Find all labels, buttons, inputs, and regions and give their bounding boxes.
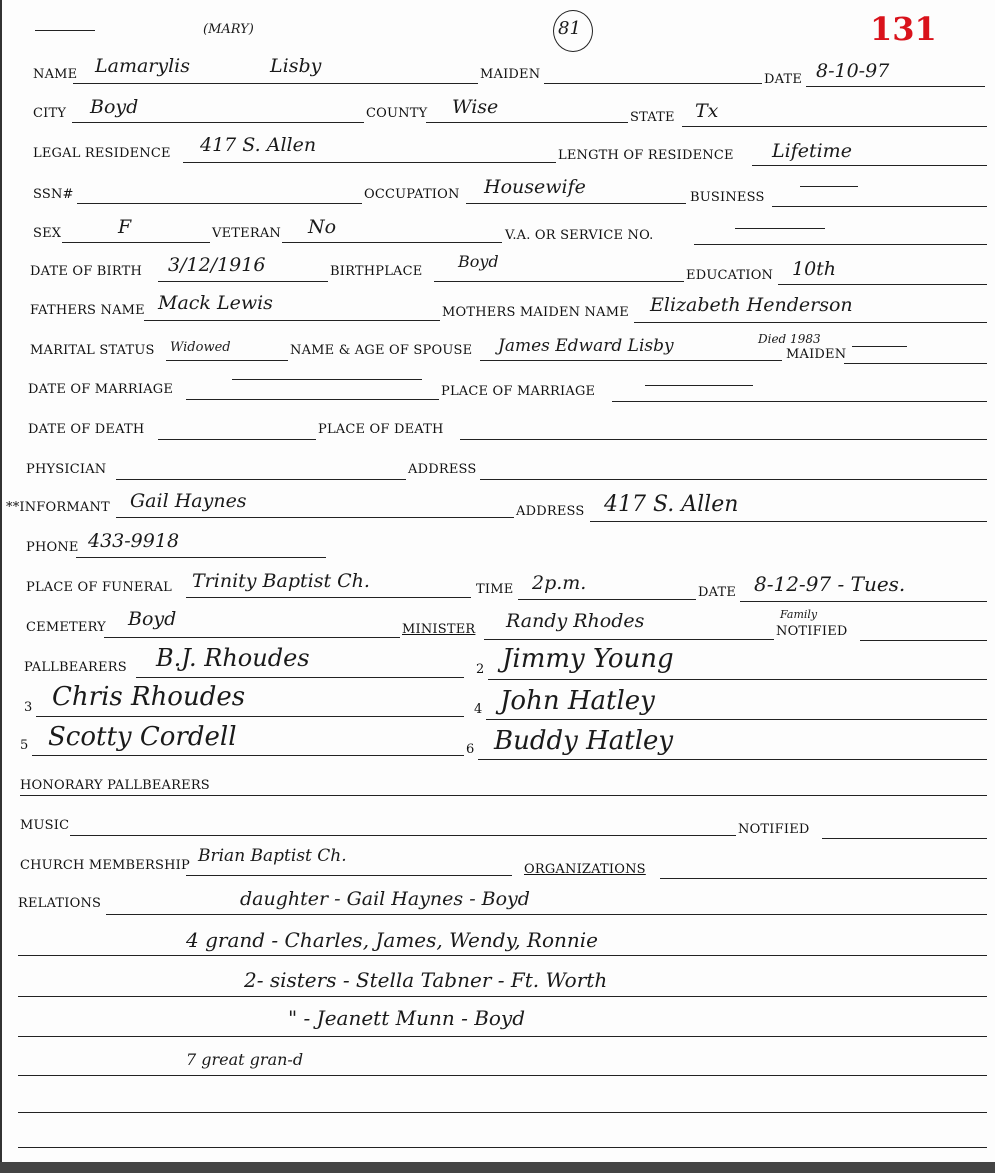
length-of-residence-line (752, 165, 987, 166)
relations-line-5 (18, 1075, 987, 1076)
phone-label: PHONE (26, 540, 79, 555)
pallbearer-2-line (488, 679, 987, 680)
funeral-date-line (740, 601, 987, 602)
state-line (682, 126, 987, 127)
relations-value-1: daughter - Gail Haynes - Boyd (240, 888, 530, 910)
informant-value: Gail Haynes (130, 490, 247, 512)
family-note: Family (780, 608, 818, 621)
fathers-name-label: FATHERS NAME (30, 303, 145, 318)
veteran-value: No (308, 216, 337, 238)
length-of-residence-value: Lifetime (772, 140, 852, 162)
pallbearer-3-number: 3 (24, 700, 33, 715)
informant-line (116, 517, 514, 518)
pallbearer-1-value: B.J. Rhoudes (156, 644, 310, 672)
pallbearer-6-value: Buddy Hatley (494, 726, 674, 756)
legal-residence-value: 417 S. Allen (200, 134, 317, 156)
funeral-date-label: DATE (698, 585, 737, 600)
birthplace-value: Boyd (458, 252, 499, 271)
relations-line-1 (106, 914, 987, 915)
place-of-marriage-line (612, 401, 987, 402)
maiden-line (544, 83, 762, 84)
pallbearer-5-line (32, 755, 464, 756)
education-value: 10th (792, 258, 837, 280)
pallbearer-1-line (136, 677, 464, 678)
pallbearer-4-line (486, 719, 987, 720)
music-label: MUSIC (20, 818, 70, 833)
sex-line (62, 242, 210, 243)
city-line (72, 122, 364, 123)
relations-value-3: 2- sisters - Stella Tabner - Ft. Worth (244, 968, 608, 992)
birthplace-label: BIRTHPLACE (330, 264, 423, 279)
maiden-label: MAIDEN (480, 67, 541, 82)
pallbearer-6-number: 6 (466, 742, 475, 757)
date-value: 8-10-97 (816, 60, 890, 82)
veteran-line (282, 242, 502, 243)
business-line (772, 206, 987, 207)
pallbearer-5-number: 5 (20, 738, 29, 753)
relations-value-4: " - Jeanett Munn - Boyd (288, 1006, 526, 1030)
name-line (73, 83, 478, 84)
spouse-maiden-line (844, 363, 987, 364)
marital-status-label: MARITAL STATUS (30, 343, 155, 358)
mothers-maiden-name-value: Elizabeth Henderson (650, 294, 853, 316)
county-label: COUNTY (366, 106, 428, 121)
organizations-line (660, 878, 987, 879)
ssn-label: SSN# (33, 187, 74, 202)
pallbearer-2-value: Jimmy Young (502, 644, 674, 674)
occupation-value: Housewife (484, 176, 586, 198)
relations-value-2: 4 grand - Charles, James, Wendy, Ronnie (186, 928, 599, 952)
va-service-label: V.A. OR SERVICE NO. (505, 228, 654, 243)
ssn-line (77, 203, 362, 204)
name-first-value: Lamarylis (95, 55, 191, 77)
spouse-maiden-label: MAIDEN (786, 347, 847, 362)
date-of-birth-line (158, 281, 328, 282)
place-of-funeral-line (186, 597, 471, 598)
relations-line-7 (18, 1147, 987, 1148)
spouse-label: NAME & AGE OF SPOUSE (290, 343, 473, 358)
music-notified-line (822, 838, 987, 839)
circled-number: 81 (558, 18, 581, 39)
sex-label: SEX (33, 226, 62, 241)
marital-status-value: Widowed (170, 340, 231, 355)
place-of-funeral-value: Trinity Baptist Ch. (192, 570, 370, 592)
city-label: CITY (33, 106, 67, 121)
time-label: TIME (476, 582, 514, 597)
music-notified-label: NOTIFIED (738, 822, 810, 837)
page-bottom-edge (0, 1162, 995, 1173)
phone-line (76, 557, 326, 558)
date-of-death-line (158, 439, 316, 440)
place-of-funeral-label: PLACE OF FUNERAL (26, 580, 172, 595)
pallbearer-4-number: 4 (474, 702, 483, 717)
legal-residence-label: LEGAL RESIDENCE (33, 146, 171, 161)
informant-label: **INFORMANT (6, 500, 110, 515)
date-label: DATE (764, 72, 803, 87)
relations-value-5: 7 great gran-d (186, 1050, 304, 1069)
occupation-line (466, 203, 686, 204)
spouse-value: James Edward Lisby (498, 336, 674, 356)
page-number: 131 (870, 10, 937, 48)
county-line (426, 122, 628, 123)
pallbearer-3-line (36, 716, 464, 717)
notified-line (860, 640, 987, 641)
va-service-line (694, 244, 987, 245)
informant-address-label: ADDRESS (516, 504, 585, 519)
place-of-marriage-dash (645, 385, 753, 386)
veteran-label: VETERAN (212, 226, 281, 241)
date-of-marriage-dash (232, 379, 422, 380)
cemetery-line (104, 637, 400, 638)
minister-label: MINISTER (402, 622, 476, 637)
birthplace-line (434, 281, 684, 282)
time-value: 2p.m. (532, 572, 587, 594)
relations-line-4 (18, 1036, 987, 1037)
business-label: BUSINESS (690, 190, 765, 205)
place-of-death-line (460, 439, 987, 440)
church-membership-line (186, 875, 512, 876)
mothers-maiden-name-line (634, 322, 987, 323)
education-line (778, 284, 987, 285)
sex-value: F (118, 216, 132, 238)
pallbearers-label: PALLBEARERS (24, 660, 127, 675)
relations-line-2 (18, 955, 987, 956)
spouse-line (480, 360, 782, 361)
name-last-value: Lisby (270, 55, 322, 77)
place-of-marriage-label: PLACE OF MARRIAGE (441, 384, 596, 399)
pallbearer-2-number: 2 (476, 662, 485, 677)
church-membership-value: Brian Baptist Ch. (198, 846, 347, 866)
informant-address-value: 417 S. Allen (604, 492, 739, 517)
state-value: Tx (695, 100, 719, 122)
name-label: NAME (33, 67, 78, 82)
funeral-date-value: 8-12-97 - Tues. (754, 572, 906, 596)
marital-status-line (166, 360, 288, 361)
music-line (70, 835, 736, 836)
pallbearer-3-value: Chris Rhoudes (52, 682, 246, 712)
honorary-pallbearers-label: HONORARY PALLBEARERS (20, 778, 210, 793)
date-of-birth-label: DATE OF BIRTH (30, 264, 143, 279)
spouse-maiden-dash (852, 346, 907, 347)
date-of-marriage-line (186, 399, 439, 400)
spouse-note: Died 1983 (758, 332, 821, 346)
relations-line-3 (18, 996, 987, 997)
cemetery-label: CEMETERY (26, 620, 106, 635)
minister-line (484, 639, 774, 640)
stray-mark (35, 30, 95, 31)
fathers-name-value: Mack Lewis (158, 292, 273, 314)
date-line (806, 86, 985, 87)
state-label: STATE (630, 110, 675, 125)
legal-residence-line (183, 162, 556, 163)
physician-address-label: ADDRESS (408, 462, 477, 477)
length-of-residence-label: LENGTH OF RESIDENCE (558, 148, 734, 163)
date-of-birth-value: 3/12/1916 (168, 254, 266, 276)
occupation-label: OCCUPATION (364, 187, 460, 202)
relations-line-6 (18, 1112, 987, 1113)
nickname-note: (MARY) (203, 22, 254, 37)
place-of-death-label: PLACE OF DEATH (318, 422, 444, 437)
physician-line (116, 479, 406, 480)
education-label: EDUCATION (686, 268, 774, 283)
pallbearer-5-value: Scotty Cordell (48, 722, 237, 752)
fathers-name-line (144, 320, 440, 321)
date-of-marriage-label: DATE OF MARRIAGE (28, 382, 174, 397)
informant-address-line (590, 521, 987, 522)
pallbearer-6-line (478, 759, 987, 760)
mothers-maiden-name-label: MOTHERS MAIDEN NAME (442, 305, 629, 320)
time-line (518, 599, 696, 600)
phone-value: 433-9918 (88, 530, 180, 552)
minister-value: Randy Rhodes (506, 610, 645, 632)
physician-label: PHYSICIAN (26, 462, 107, 477)
physician-address-line (480, 479, 987, 480)
church-membership-label: CHURCH MEMBERSHIP (20, 858, 190, 873)
relations-label: RELATIONS (18, 896, 102, 911)
honorary-pallbearers-line (20, 795, 987, 796)
county-value: Wise (452, 96, 499, 118)
city-value: Boyd (90, 96, 139, 118)
date-of-death-label: DATE OF DEATH (28, 422, 145, 437)
page-edge (0, 0, 2, 1173)
cemetery-value: Boyd (128, 608, 177, 630)
va-service-dash (735, 228, 825, 229)
pallbearer-4-value: John Hatley (500, 686, 655, 716)
business-dash (800, 186, 858, 187)
notified-label: NOTIFIED (776, 624, 848, 639)
organizations-label: ORGANIZATIONS (524, 862, 646, 877)
